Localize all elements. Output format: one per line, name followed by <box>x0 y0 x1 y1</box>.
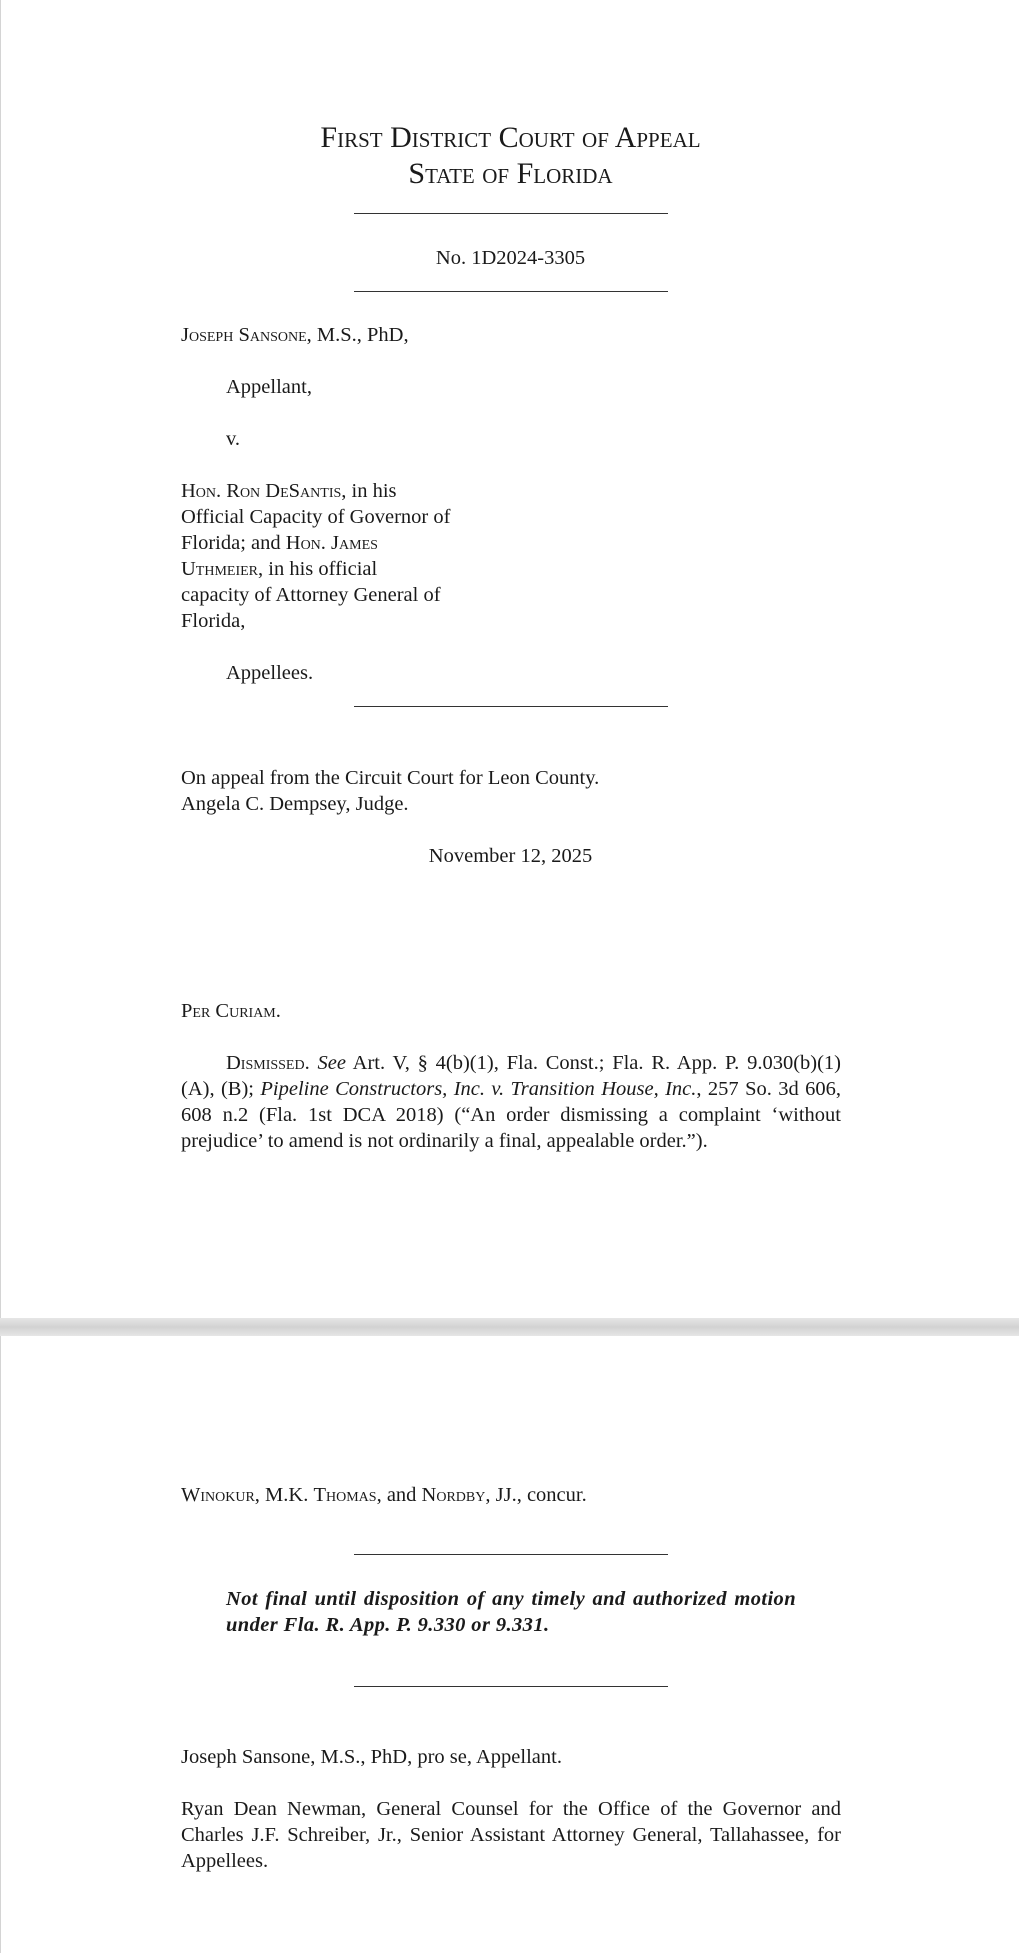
judge-name: Thomas <box>313 1484 377 1506</box>
appellee-line <box>181 530 378 556</box>
divider <box>354 1686 668 1687</box>
opinion-text: Art. V, § 4(b)(1), Fla. Const.; Fla. R. App. P. 9.030(b)(1)(A), (B); <box>181 1052 841 1100</box>
appellee-line <box>181 478 397 504</box>
opinion-text: , 257 So. 3d 606, 608 n.2 (Fla. 1st DCA 2018) (“An order dismissing a complaint ‘without prejudice’ to amend is not ordinarily a final, appealable order.”). <box>181 1078 842 1152</box>
appellee-line: capacity of Attorney General of <box>181 584 441 606</box>
court-name: First District Court of Appeal <box>320 121 701 154</box>
disposition: Dismissed. <box>226 1052 310 1074</box>
divider <box>354 706 668 707</box>
decision-date: November 12, 2025 <box>428 845 593 867</box>
appellant-credentials: , M.S., PhD, <box>306 324 409 346</box>
appellant-name-text: Joseph Sansone <box>181 324 307 346</box>
judge-name: Winokur <box>181 1484 255 1506</box>
appellee-name: Hon. James <box>285 532 378 554</box>
appeal-from: On appeal from the Circuit Court for Leon County. <box>181 767 600 789</box>
per-curiam: Per Curiam. <box>181 1000 281 1022</box>
appellee-text: , in his official <box>258 558 378 580</box>
divider <box>354 213 668 214</box>
appellee-name: Hon. Ron DeSantis <box>181 480 342 502</box>
appellee-text: , in his <box>341 480 397 502</box>
concur-text: , JJ., concur. <box>485 1484 587 1506</box>
case-number: No. 1D2024-3305 <box>435 247 586 269</box>
divider <box>354 291 668 292</box>
concur-text: , and <box>376 1484 422 1506</box>
court-state: State of Florida <box>408 157 613 190</box>
appellee-line: Florida, <box>181 610 246 632</box>
opinion-paragraph <box>181 1050 841 1154</box>
concur-text: , M.K. <box>254 1484 314 1506</box>
appellee-line: Official Capacity of Governor of <box>181 506 451 528</box>
page-2 <box>0 1336 1019 1953</box>
concurring-judges <box>181 1482 587 1508</box>
case-citation: Pipeline Constructors, Inc. v. Transition House, Inc. <box>260 1078 697 1100</box>
versus: v. <box>226 428 241 450</box>
page-break <box>0 1318 1019 1336</box>
appellee-text: Florida; and <box>181 532 286 554</box>
appellee-line <box>181 556 377 582</box>
judge-name: Nordby <box>421 1484 486 1506</box>
appellees-counsel: Ryan Dean Newman, General Counsel for the Office of the Governor and Charles J.F. Schreiber, Jr., Senior Assistant Attorney General, Tallahassee, for Appellees. <box>181 1798 841 1872</box>
appellant-role: Appellant, <box>226 376 312 398</box>
appellees-role: Appellees. <box>226 662 314 684</box>
divider <box>354 1554 668 1555</box>
appellant-name <box>181 322 409 348</box>
appellant-counsel: Joseph Sansone, M.S., PhD, pro se, Appellant. <box>181 1746 562 1768</box>
signal-see: See <box>317 1052 346 1074</box>
not-final-notice: Not final until disposition of any timely and authorized motion under Fla. R. App. P. 9.330 or 9.331. <box>226 1588 796 1636</box>
trial-judge: Angela C. Dempsey, Judge. <box>181 793 409 815</box>
appellee-name: Uthmeier <box>181 558 259 580</box>
